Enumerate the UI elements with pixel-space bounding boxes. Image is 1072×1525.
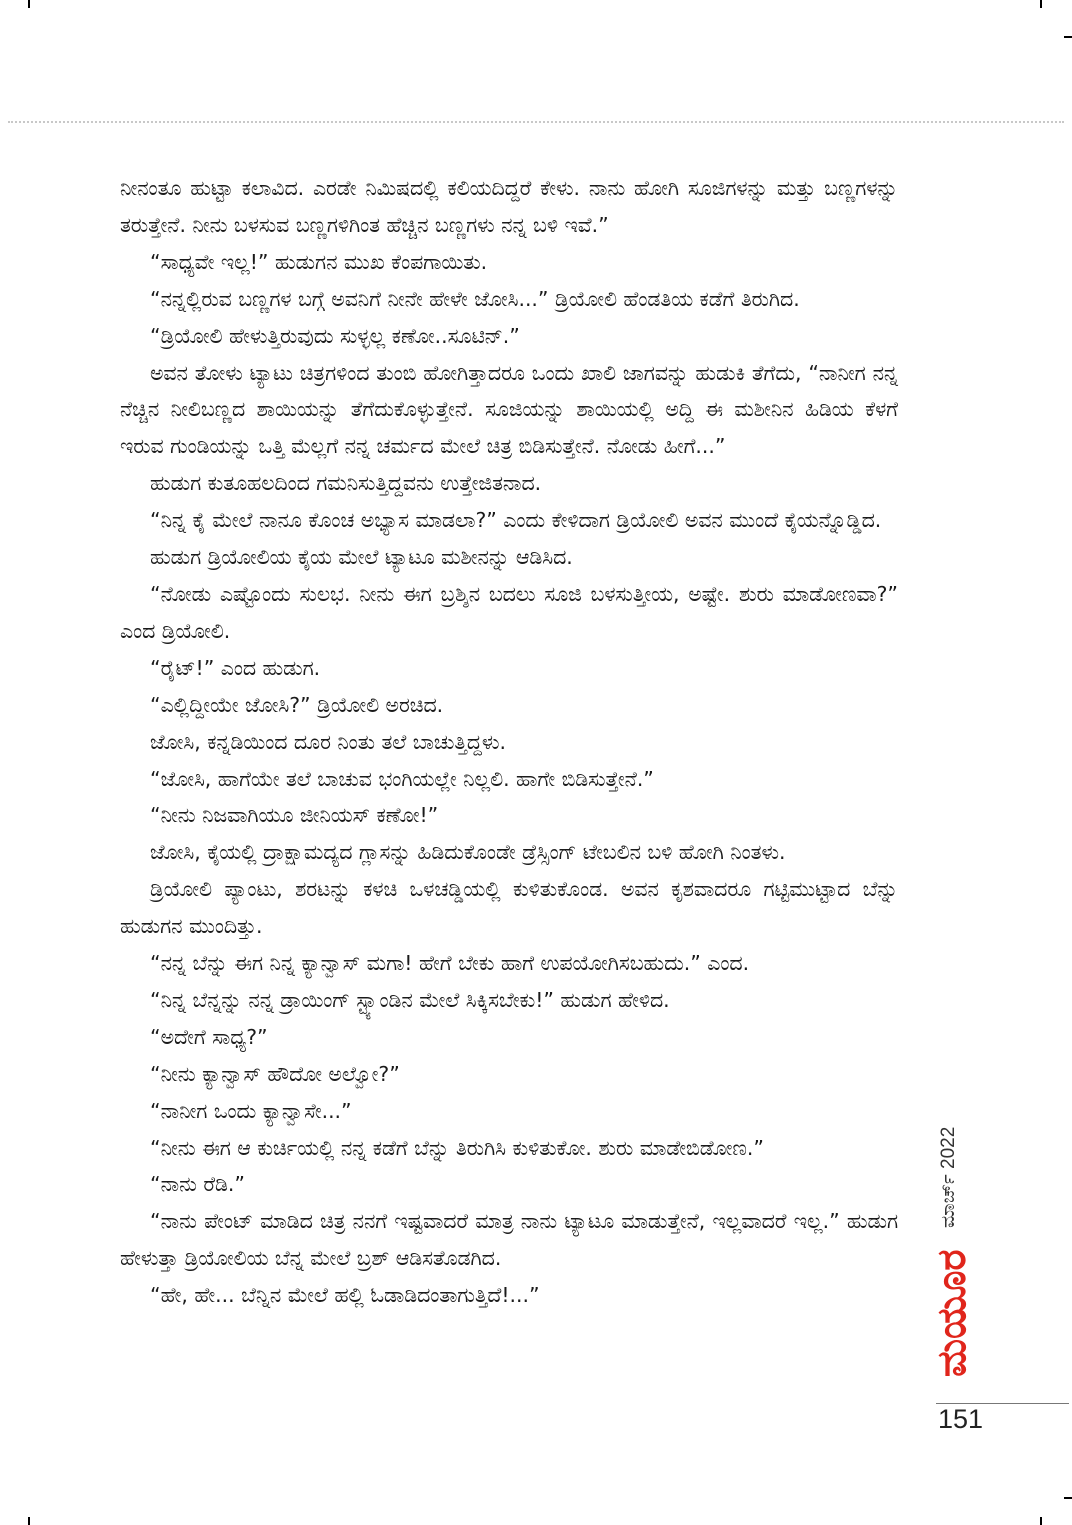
paragraph: “ನಿನ್ನ ಬೆನ್ನನ್ನು ನನ್ನ ಡ್ರಾಯಿಂಗ್ ಸ್ಟ್ಯಾಂಡಿನ ಮೇಲೆ ಸಿಕ್ಕಿಸಬೇಕು!” ಹುಡುಗ ಹೇಳಿದ.	[150, 987, 670, 1012]
paragraph: “ನನ್ನ ಬೆನ್ನು ಈಗ ನಿನ್ನ ಕ್ಯಾನ್ವಾಸ್ ಮಗಾ! ಹೇಗೆ ಬೇಕು ಹಾಗೆ ಉಪಯೋಗಿಸಬಹುದು.” ಎಂದ.	[150, 951, 750, 976]
magazine-logo: ಮಯೂರ	[929, 1249, 975, 1377]
paragraph: ಜೋಸಿ, ಕೈಯಲ್ಲಿ ದ್ರಾಕ್ಷಾಮದ್ಯದ ಗ್ಲಾಸನ್ನು ಹಿಡಿದುಕೊಂಡೇ ಡ್ರೆಸ್ಸಿಂಗ್ ಟೇಬಲಿನ ಬಳಿ ಹೋಗಿ ನಿಂತಳು.	[150, 840, 786, 865]
paragraph: “ನಾನು ಪೇಂಟ್ ಮಾಡಿದ ಚಿತ್ರ ನನಗೆ ಇಷ್ಟವಾದರೆ ಮಾತ್ರ ನಾನು ಟ್ಯಾಟೂ ಮಾಡುತ್ತೇನೆ, ಇಲ್ಲವಾದರೆ ಇಲ್ಲ.” ಹುಡುಗ ಹೇಳುತ್ತಾ ಡ್ರಿಯೋಲಿಯ ಬೆನ್ನ ಮೇಲೆ ಬ್ರಶ್ ಆಡಿಸತೊಡಗಿದ.	[120, 1209, 898, 1271]
paragraph: “ನೀನು ನಿಜವಾಗಿಯೂ ಜೀನಿಯಸ್ ಕಣೋ!”	[150, 803, 439, 828]
paragraph: “ನಾನು ರೆಡಿ.”	[150, 1172, 245, 1197]
crop-mark-bottom-right	[1040, 1517, 1042, 1525]
paragraph: ಹುಡುಗ ಕುತೂಹಲದಿಂದ ಗಮನಿಸುತ್ತಿದ್ದವನು ಉತ್ತೇಜಿತನಾದ.	[150, 471, 542, 496]
page-number: 151	[938, 1404, 984, 1434]
paragraph: “ನೀನು ಈಗ ಆ ಕುರ್ಚಿಯಲ್ಲಿ ನನ್ನ ಕಡೆಗೆ ಬೆನ್ನು ತಿರುಗಿಸಿ ಕುಳಿತುಕೋ. ಶುರು ಮಾಡೇಬಿಡೋಣ.”	[150, 1135, 764, 1160]
crop-mark-right-top	[1064, 36, 1072, 38]
paragraph: “ಎಲ್ಲಿದ್ದೀಯೇ ಜೋಸಿ?” ಡ್ರಿಯೋಲಿ ಅರಚಿದ.	[150, 692, 444, 717]
crop-mark-top-left	[28, 0, 30, 8]
paragraph: ನೀನಂತೂ ಹುಟ್ಟಾ ಕಲಾವಿದ. ಎರಡೇ ನಿಮಿಷದಲ್ಲಿ ಕಲಿಯದಿದ್ದರೆ ಕೇಳು. ನಾನು ಹೋಗಿ ಸೂಜಿಗಳನ್ನು ಮತ್ತು ಬಣ್ಣಗಳನ್ನು ತರುತ್ತೇನೆ. ನೀನು ಬಳಸುವ ಬಣ್ಣಗಳಿಗಿಂತ ಹೆಚ್ಚಿನ ಬಣ್ಣಗಳು ನನ್ನ ಬಳಿ ಇವೆ.”	[120, 176, 898, 237]
crop-mark-bottom-left	[28, 1517, 30, 1525]
crop-mark-top-right	[1040, 0, 1042, 8]
crop-mark-right-bottom	[1064, 1497, 1072, 1499]
paragraph: “ಸಾಧ್ಯವೇ ಇಲ್ಲ!” ಹುಡುಗನ ಮುಖ ಕೆಂಪಗಾಯಿತು.	[150, 249, 488, 274]
paragraph: “ಹೇ, ಹೇ... ಬೆನ್ನಿನ ಮೇಲೆ ಹಲ್ಲಿ ಓಡಾಡಿದಂತಾಗುತ್ತಿದೆ!...”	[150, 1283, 540, 1308]
paragraph: ಹುಡುಗ ಡ್ರಿಯೋಲಿಯ ಕೈಯ ಮೇಲೆ ಟ್ಯಾಟೂ ಮಶೀನನ್ನು ಆಡಿಸಿದ.	[150, 545, 573, 570]
paragraph: ಡ್ರಿಯೋಲಿ ಪ್ಯಾಂಟು, ಶರಟನ್ನು ಕಳಚಿ ಒಳಚಡ್ಡಿಯಲ್ಲಿ ಕುಳಿತುಕೊಂಡ. ಅವನ ಕೃಶವಾದರೂ ಗಟ್ಟಿಮುಟ್ಟಾದ ಬೆನ್ನು ಹುಡುಗನ ಮುಂದಿತ್ತು.	[120, 877, 898, 939]
paragraph: ಜೋಸಿ, ಕನ್ನಡಿಯಿಂದ ದೂರ ನಿಂತು ತಲೆ ಬಾಚುತ್ತಿದ್ದಳು.	[150, 729, 506, 754]
paragraph: “ನೋಡು ಎಷ್ಟೊಂದು ಸುಲಭ. ನೀನು ಈಗ ಬ್ರಶ್ಶಿನ ಬದಲು ಸೂಜಿ ಬಳಸುತ್ತೀಯ, ಅಷ್ಟೇ. ಶುರು ಮಾಡೋಣವಾ?” ಎಂದ ಡ್ರಿಯೋಲಿ.	[120, 581, 898, 643]
paragraph: “ನೀನು ಕ್ಯಾನ್ವಾಸ್ ಹೌದೋ ಅಲ್ವೋ?”	[150, 1061, 400, 1086]
paragraph: “ಜೋಸಿ, ಹಾಗೆಯೇ ತಲೆ ಬಾಚುವ ಭಂಗಿಯಲ್ಲೇ ನಿಲ್ಲಲಿ. ಹಾಗೇ ಬಿಡಿಸುತ್ತೇನೆ.”	[150, 766, 654, 791]
header-dotted-rule	[8, 121, 1064, 123]
issue-date: ಮಾರ್ಚ್ 2022	[938, 1126, 959, 1228]
paragraph: ಅವನ ತೋಳು ಟ್ಯಾಟು ಚಿತ್ರಗಳಿಂದ ತುಂಬಿ ಹೋಗಿತ್ತಾದರೂ ಒಂದು ಖಾಲಿ ಜಾಗವನ್ನು ಹುಡುಕಿ ತೆಗೆದು, “ನಾನೀಗ ನನ್ನ ನೆಚ್ಚಿನ ನೀಲಿಬಣ್ಣದ ಶಾಯಿಯನ್ನು ತೆಗೆದುಕೊಳ್ಳುತ್ತೇನೆ. ಸೂಜಿಯನ್ನು ಶಾಯಿಯಲ್ಲಿ ಅದ್ದಿ ಈ ಮಶೀನಿನ ಹಿಡಿಯ ಕೆಳಗೆ ಇರುವ ಗುಂಡಿಯನ್ನು ಒತ್ತಿ ಮೆಲ್ಲಗೆ ನನ್ನ ಚರ್ಮದ ಮೇಲೆ ಚಿತ್ರ ಬಿಡಿಸುತ್ತೇನೆ. ನೋಡು ಹೀಗೆ...”	[120, 360, 898, 459]
paragraph: “ಅದೇಗೆ ಸಾಧ್ಯ?”	[150, 1024, 268, 1049]
paragraph: “ನಾನೀಗ ಒಂದು ಕ್ಯಾನ್ವಾಸೇ...”	[150, 1098, 352, 1123]
article-body	[120, 170, 898, 1314]
paragraph: “ನನ್ನಲ್ಲಿರುವ ಬಣ್ಣಗಳ ಬಗ್ಗೆ ಅವನಿಗೆ ನೀನೇ ಹೇಳೇ ಜೋಸಿ...” ಡ್ರಿಯೋಲಿ ಹೆಂಡತಿಯ ಕಡೆಗೆ ತಿರುಗಿದ.	[150, 286, 800, 311]
paragraph: “ನಿನ್ನ ಕೈ ಮೇಲೆ ನಾನೂ ಕೊಂಚ ಅಭ್ಯಾಸ ಮಾಡಲಾ?” ಎಂದು ಕೇಳಿದಾಗ ಡ್ರಿಯೋಲಿ ಅವನ ಮುಂದೆ ಕೈಯನ್ನೊಡ್ಡಿದ.	[150, 508, 882, 533]
paragraph: “ರೈಟ್!” ಎಂದ ಹುಡುಗ.	[150, 655, 321, 680]
paragraph: “ಡ್ರಿಯೋಲಿ ಹೇಳುತ್ತಿರುವುದು ಸುಳ್ಳಲ್ಲ ಕಣೋ..ಸೂಟಿನ್.”	[150, 323, 520, 348]
